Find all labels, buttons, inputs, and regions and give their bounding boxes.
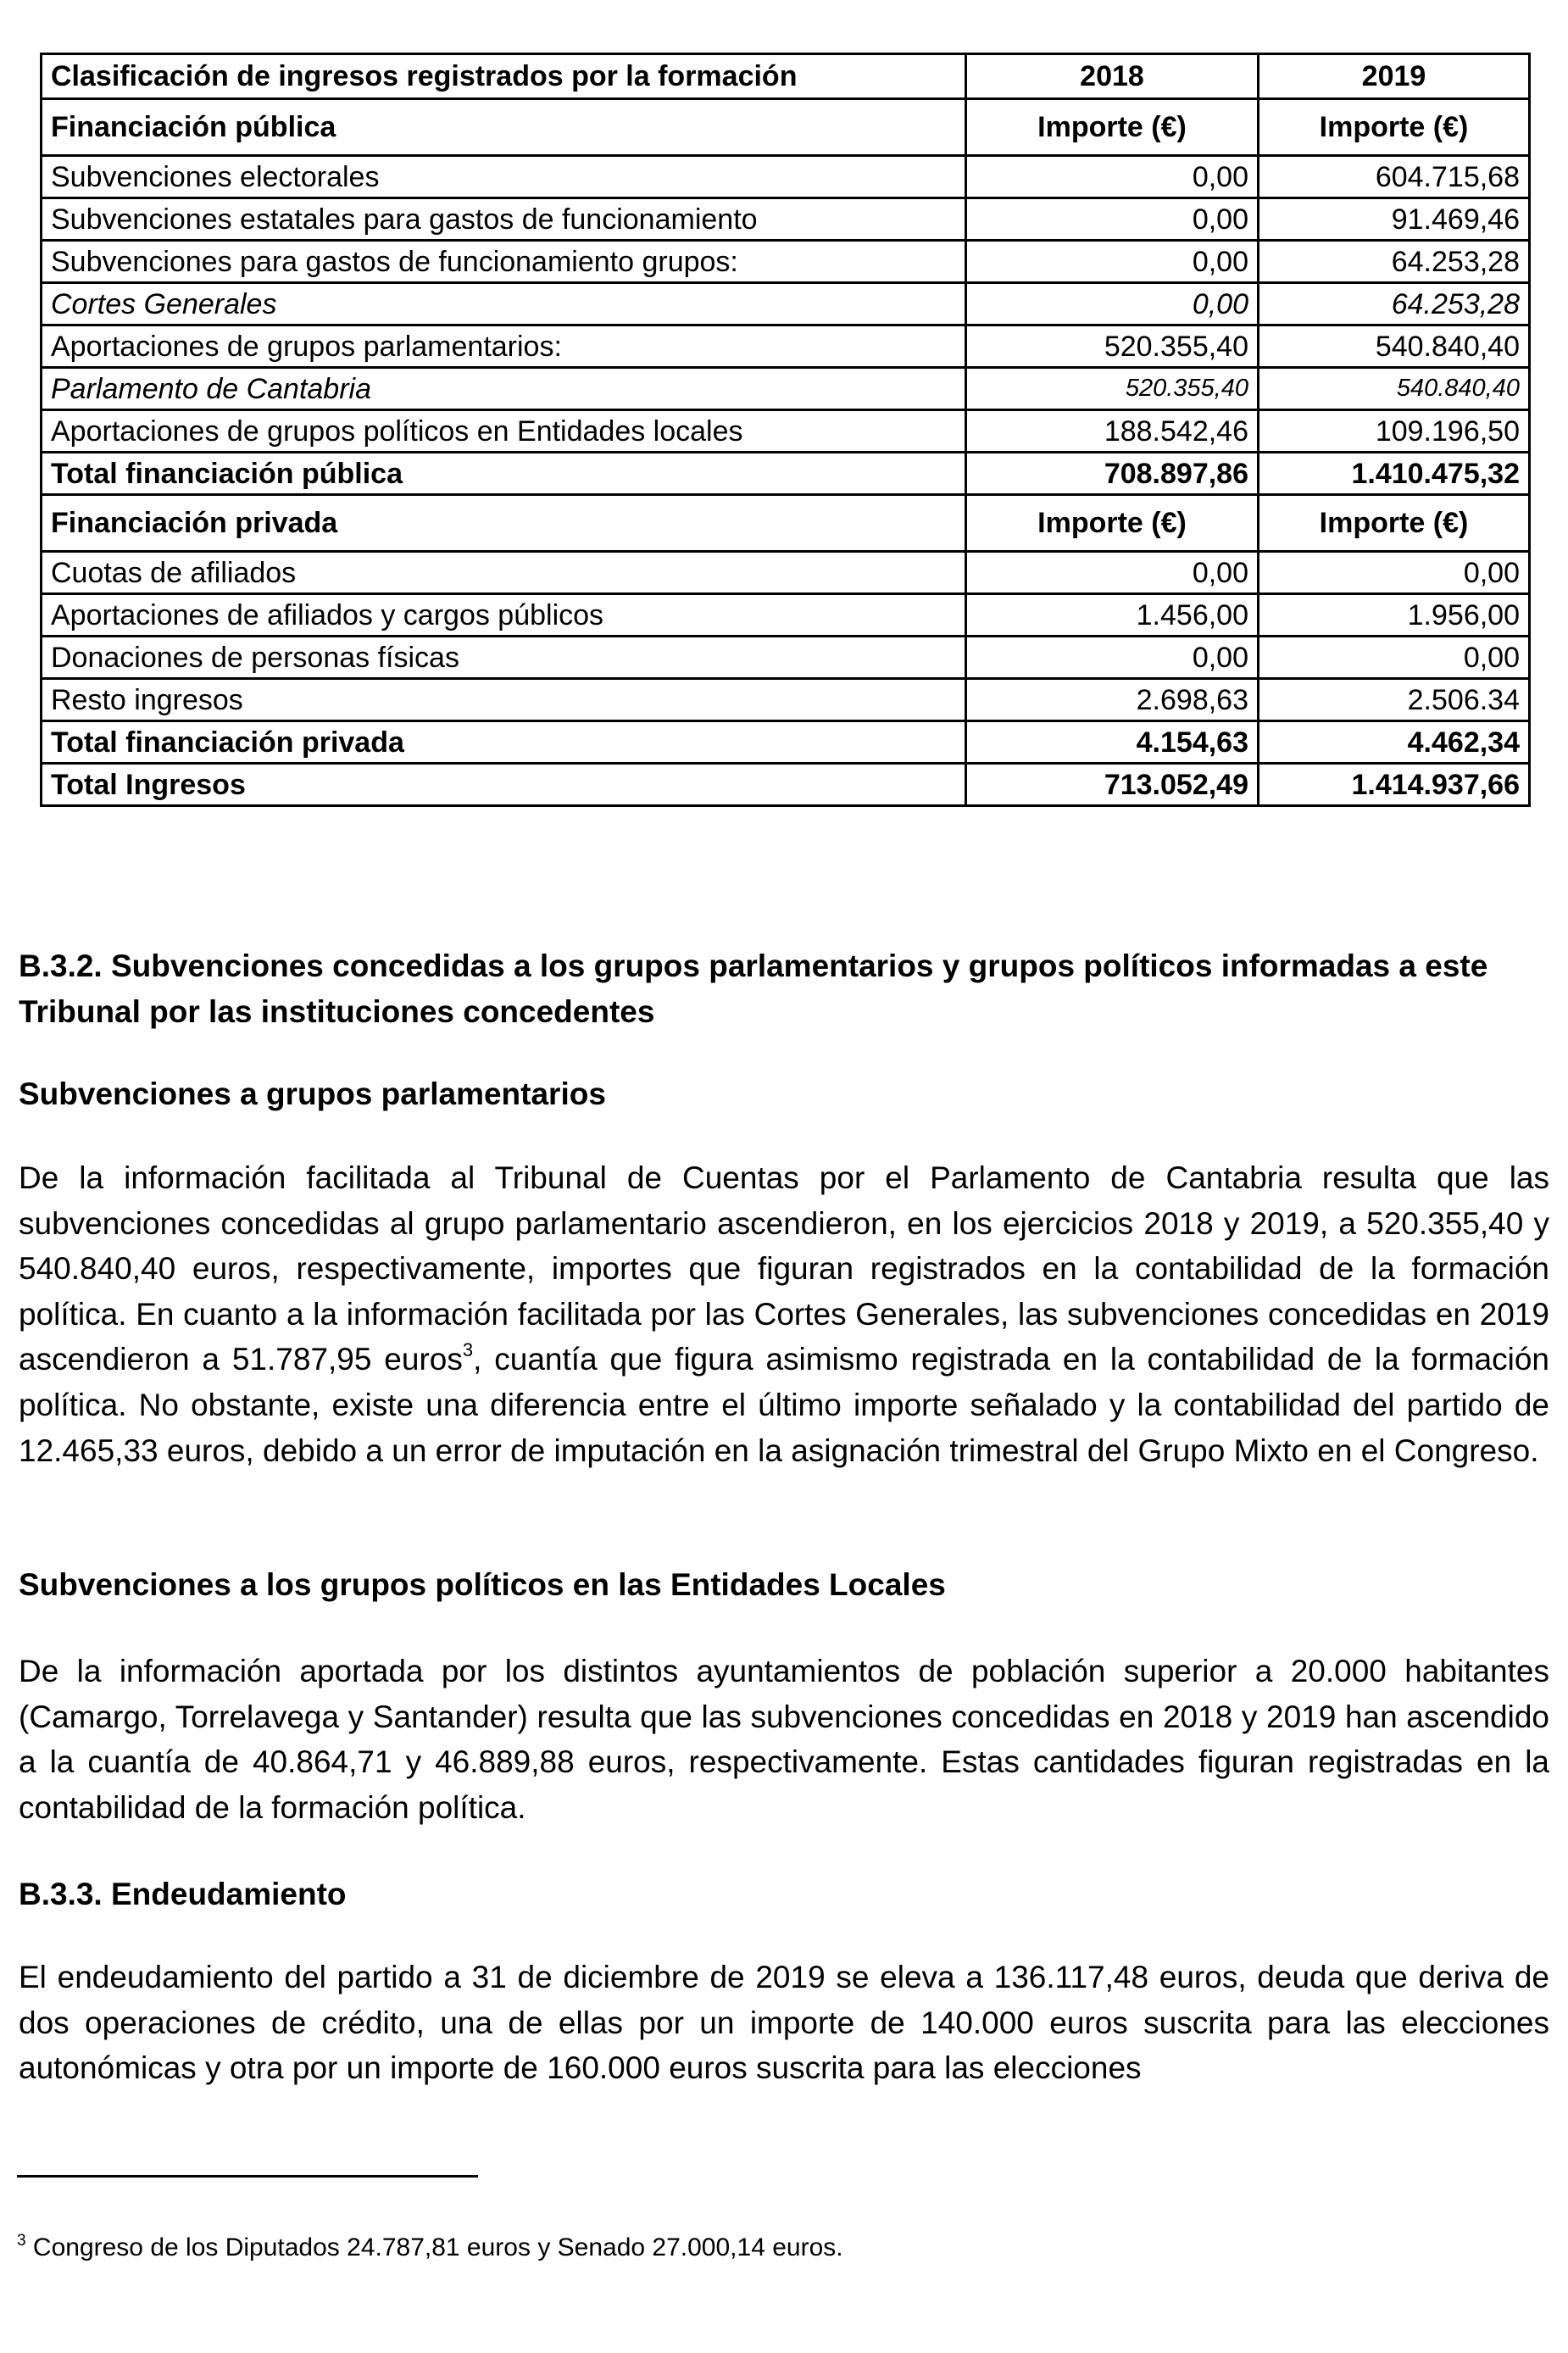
value-2018: 0,00 bbox=[966, 156, 1259, 198]
value-2019: 2.506.34 bbox=[1259, 679, 1530, 721]
row-label: Subvenciones para gastos de funcionamiento grupos: bbox=[42, 241, 966, 283]
amount-header-2019: Importe (€) bbox=[1259, 495, 1530, 552]
amount-header-2018: Importe (€) bbox=[966, 495, 1259, 552]
total-label: Total financiación privada bbox=[42, 721, 966, 764]
section-heading-b32: B.3.2. Subvenciones concedidas a los grupos parlamentarios y grupos políticos informadas a este Tribunal por las instituciones concedentes bbox=[19, 948, 1488, 1029]
total-row-private bbox=[42, 721, 1530, 764]
table-row bbox=[42, 410, 1530, 453]
value-2018: 0,00 bbox=[966, 283, 1259, 325]
grand-total-label: Total Ingresos bbox=[42, 764, 966, 806]
value-2019: 0,00 bbox=[1259, 637, 1530, 679]
total-2018: 4.154,63 bbox=[966, 721, 1259, 764]
column-header-2018: 2018 bbox=[966, 54, 1259, 99]
row-label: Subvenciones estatales para gastos de funcionamiento bbox=[42, 198, 966, 241]
value-2019: 540.840,40 bbox=[1259, 325, 1530, 368]
total-label: Total financiación pública bbox=[42, 453, 966, 495]
row-label: Aportaciones de grupos políticos en Entidades locales bbox=[42, 410, 966, 453]
row-label: Subvenciones electorales bbox=[42, 156, 966, 198]
section-title-public: Financiación pública bbox=[42, 99, 966, 156]
table-subrow bbox=[42, 283, 1530, 325]
table-row bbox=[42, 241, 1530, 283]
value-2019: 109.196,50 bbox=[1259, 410, 1530, 453]
table-row bbox=[42, 552, 1530, 594]
value-2019: 604.715,68 bbox=[1259, 156, 1530, 198]
value-2018: 2.698,63 bbox=[966, 679, 1259, 721]
subheading-parliamentary-groups: Subvenciones a grupos parlamentarios bbox=[19, 1076, 606, 1111]
value-2019: 64.253,28 bbox=[1259, 283, 1530, 325]
table-header-row bbox=[42, 54, 1530, 99]
table-title: Clasificación de ingresos registrados por la formación bbox=[42, 54, 966, 99]
amount-header-2019: Importe (€) bbox=[1259, 99, 1530, 156]
grand-total-row bbox=[42, 764, 1530, 806]
value-2018: 0,00 bbox=[966, 637, 1259, 679]
section-row-private bbox=[42, 495, 1530, 552]
table-row bbox=[42, 637, 1530, 679]
grand-total-2019: 1.414.937,66 bbox=[1259, 764, 1530, 806]
amount-header-2018: Importe (€) bbox=[966, 99, 1259, 156]
value-2019: 0,00 bbox=[1259, 552, 1530, 594]
column-header-2019: 2019 bbox=[1259, 54, 1530, 99]
grand-total-2018: 713.052,49 bbox=[966, 764, 1259, 806]
section-heading-b33: B.3.3. Endeudamiento bbox=[19, 1877, 347, 1911]
table-subrow bbox=[42, 368, 1530, 410]
total-2019: 4.462,34 bbox=[1259, 721, 1530, 764]
row-label: Aportaciones de grupos parlamentarios: bbox=[42, 325, 966, 368]
value-2019: 91.469,46 bbox=[1259, 198, 1530, 241]
table-row bbox=[42, 156, 1530, 198]
paragraph-text: De la información facilitada al Tribunal de Cuentas por el Parlamento de Cantabria resulta que las subvenciones concedidas al grupo parlamentario ascendieron, en los ejercicios 2018 y 2019, a 520.355,40 y 540.840,40 euros, respectivamente, importes que figuran registrados en la contabilidad de la formación política. En cuanto a la información facilitada por las Cortes Generales, las subvenciones concedidas en 2019 ascendieron a 51.787,95 euros bbox=[19, 1160, 1549, 1377]
income-classification-table bbox=[40, 53, 1531, 807]
section-title-private: Financiación privada bbox=[42, 495, 966, 552]
value-2018: 520.355,40 bbox=[966, 368, 1259, 410]
table-row bbox=[42, 198, 1530, 241]
paragraph-debt: El endeudamiento del partido a 31 de diciembre de 2019 se eleva a 136.117,48 euros, deuda que deriva de dos operaciones de crédito, una de ellas por un importe de 140.000 euros suscrita para las elecciones autonómicas y otra por un importe de 160.000 euros suscrita para las elecciones bbox=[19, 1960, 1549, 2086]
paragraph-parliamentary-groups bbox=[19, 1155, 1549, 1473]
total-2019: 1.410.475,32 bbox=[1259, 453, 1530, 495]
footnote bbox=[17, 2231, 843, 2265]
value-2018: 1.456,00 bbox=[966, 594, 1259, 637]
value-2018: 0,00 bbox=[966, 198, 1259, 241]
total-2018: 708.897,86 bbox=[966, 453, 1259, 495]
row-label: Aportaciones de afiliados y cargos públicos bbox=[42, 594, 966, 637]
section-row-public bbox=[42, 99, 1530, 156]
value-2019: 540.840,40 bbox=[1259, 368, 1530, 410]
paragraph-local-entities: De la información aportada por los distintos ayuntamientos de población superior a 20.000 habitantes (Camargo, Torrelavega y Santander) resulta que las subvenciones concedidas en 2018 y 2019 han ascendido a la cuantía de 40.864,71 y 46.889,88 euros, respectivamente. Estas cantidades figuran registradas en la contabilidad de la formación política. bbox=[19, 1654, 1549, 1825]
total-row-public bbox=[42, 453, 1530, 495]
value-2018: 0,00 bbox=[966, 552, 1259, 594]
table-row bbox=[42, 679, 1530, 721]
paragraph-text: , cuantía que figura asimismo registrada en la contabilidad de la formación política. No obstante, existe una diferencia entre el último importe señalado y la contabilidad del partido de 12.465,33 euros, debido a un error de imputación en la asignación trimestral del Grupo Mixto en el Congreso. bbox=[19, 1342, 1549, 1468]
value-2018: 520.355,40 bbox=[966, 325, 1259, 368]
footnote-reference[interactable]: 3 bbox=[462, 1339, 474, 1361]
value-2019: 64.253,28 bbox=[1259, 241, 1530, 283]
subheading-local-entities: Subvenciones a los grupos políticos en las Entidades Locales bbox=[19, 1567, 946, 1602]
footnote-text: Congreso de los Diputados 24.787,81 euros y Senado 27.000,14 euros. bbox=[25, 2233, 843, 2261]
value-2018: 188.542,46 bbox=[966, 410, 1259, 453]
row-label: Parlamento de Cantabria bbox=[42, 368, 966, 410]
value-2018: 0,00 bbox=[966, 241, 1259, 283]
footnote-separator bbox=[17, 2175, 478, 2178]
table-row bbox=[42, 594, 1530, 637]
income-classification-table-wrapper bbox=[40, 53, 1528, 807]
value-2019: 1.956,00 bbox=[1259, 594, 1530, 637]
row-label: Resto ingresos bbox=[42, 679, 966, 721]
row-label: Donaciones de personas físicas bbox=[42, 637, 966, 679]
row-label: Cortes Generales bbox=[42, 283, 966, 325]
footnote-marker: 3 bbox=[17, 2232, 26, 2250]
table-row bbox=[42, 325, 1530, 368]
row-label: Cuotas de afiliados bbox=[42, 552, 966, 594]
